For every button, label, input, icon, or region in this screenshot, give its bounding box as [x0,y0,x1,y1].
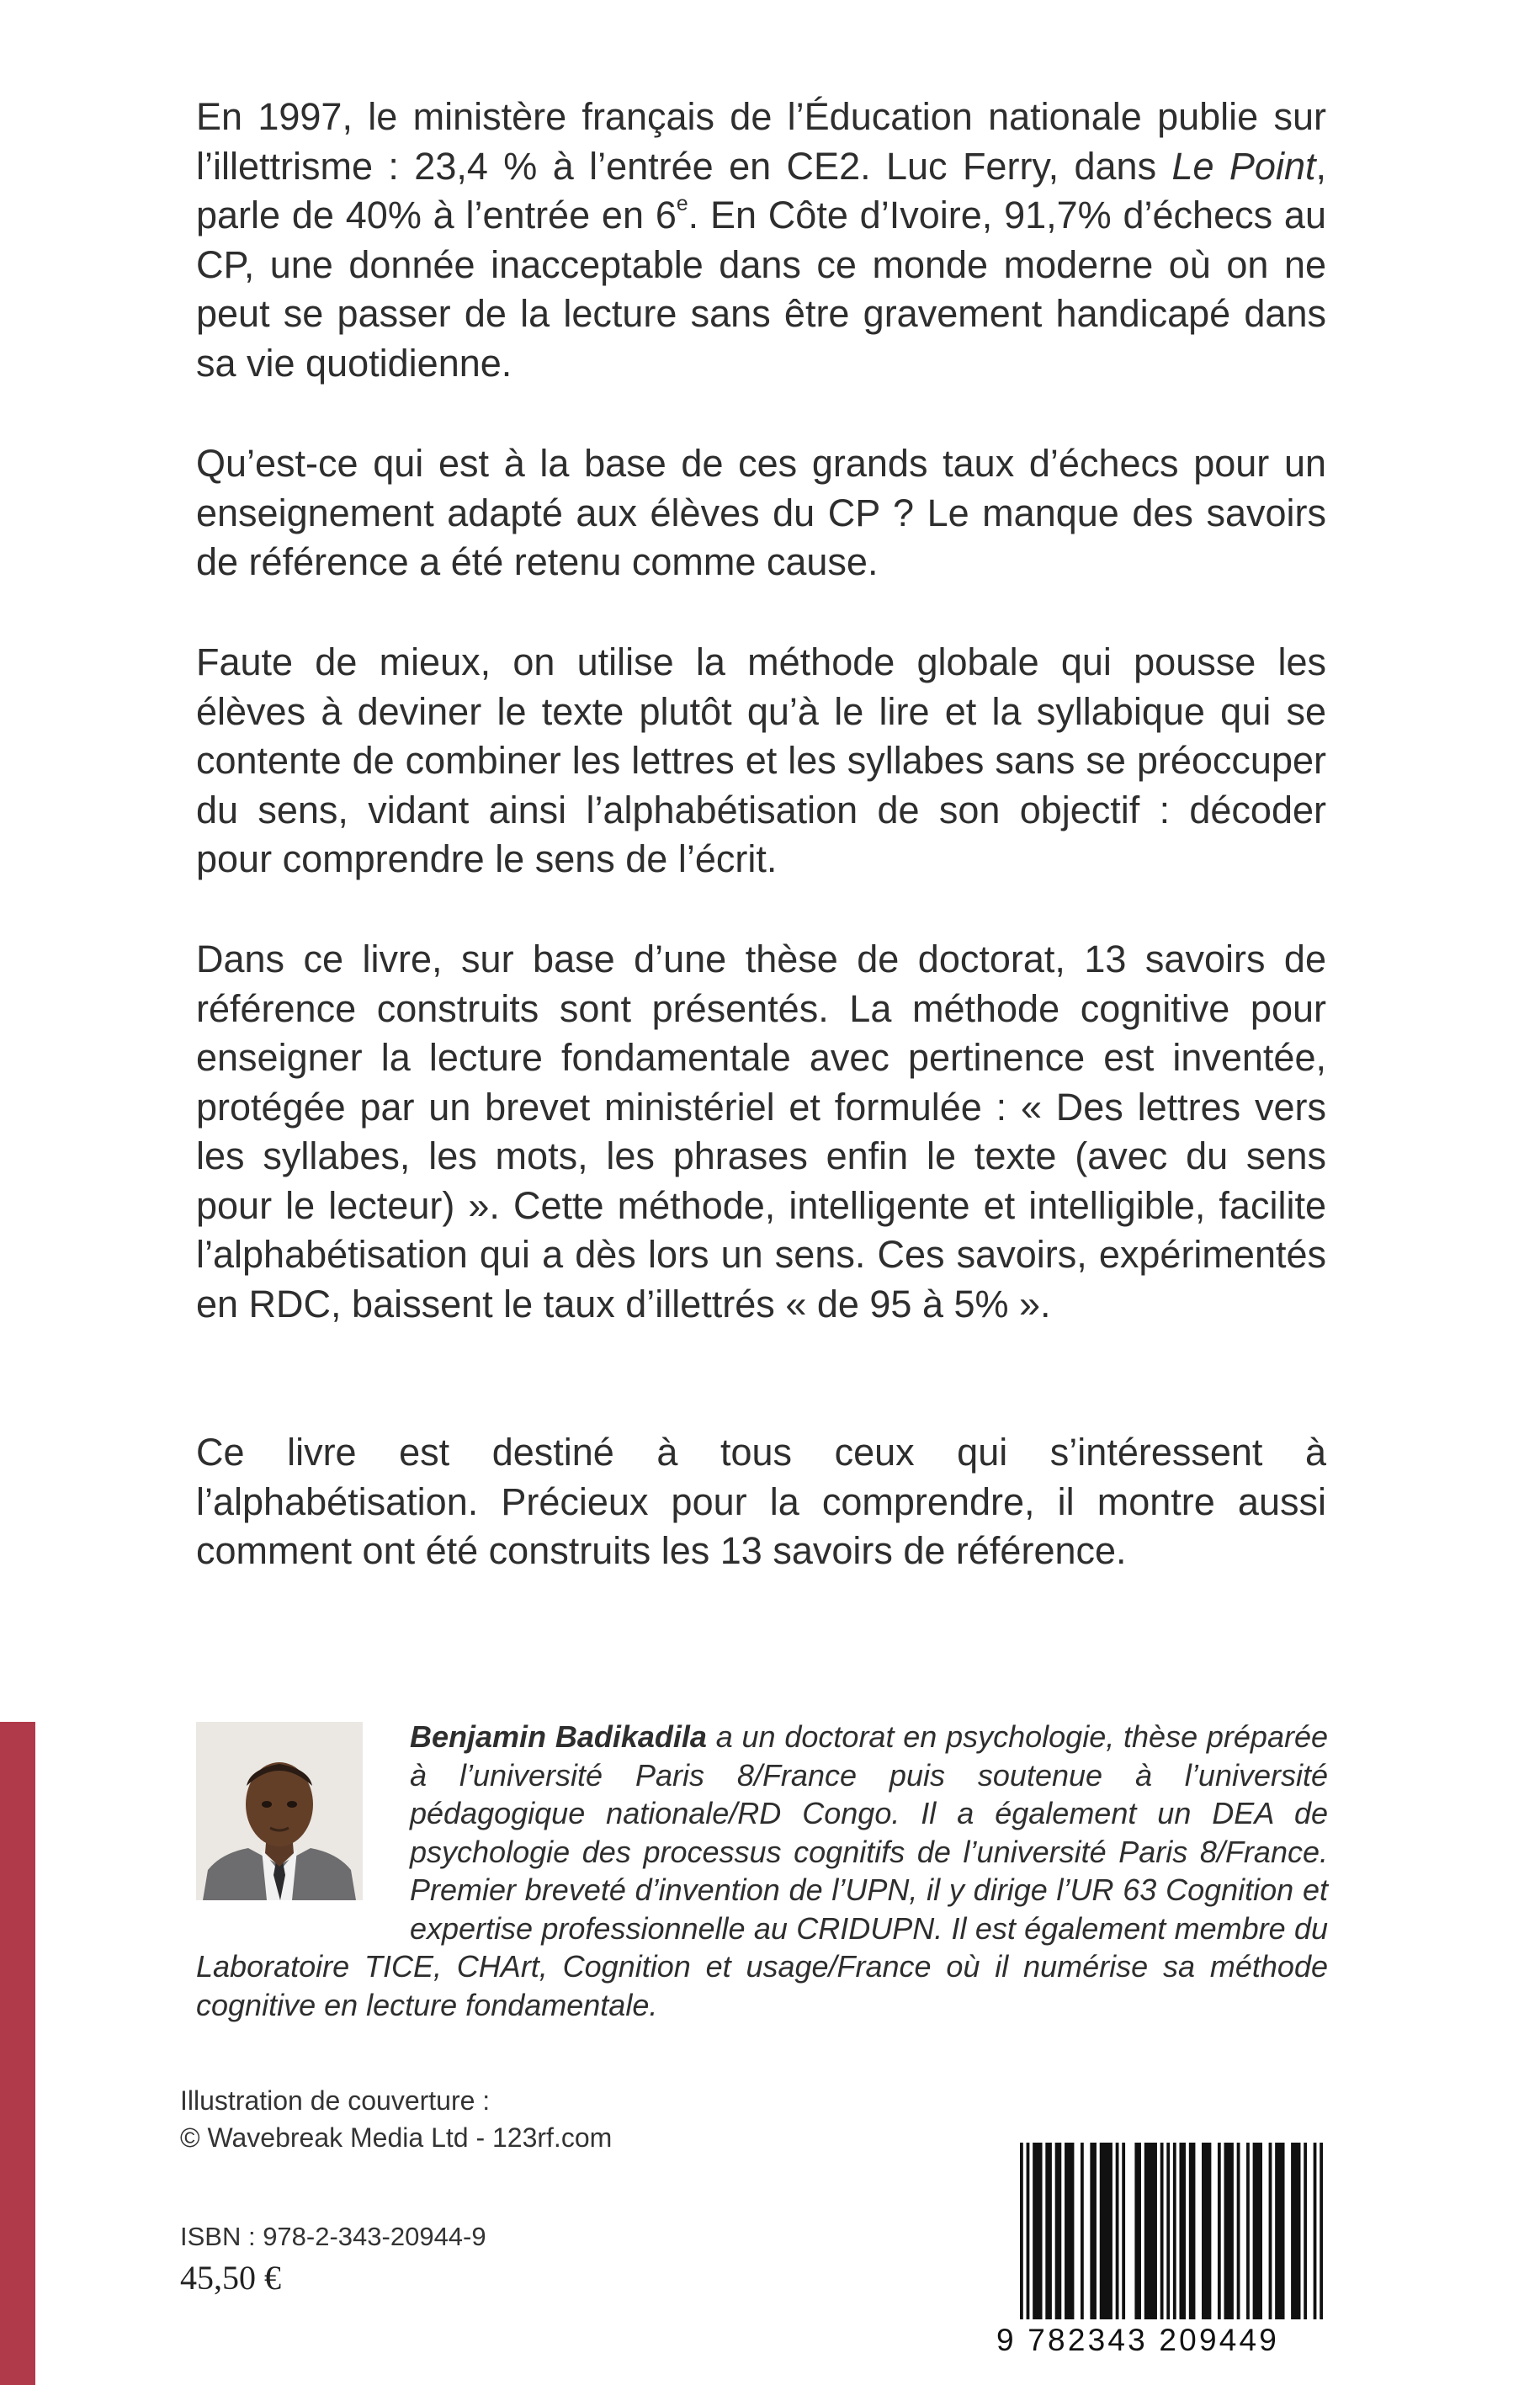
barcode-bar [1202,2143,1211,2319]
barcode-bar [1160,2143,1164,2319]
barcode-bar [1237,2143,1240,2319]
barcode-bar [1314,2143,1317,2319]
barcode-bar [1304,2143,1307,2319]
barcode-bar [1045,2143,1052,2319]
barcode-bar [1090,2143,1097,2319]
barcode-bar [1269,2143,1272,2319]
accent-side-bar [0,1722,35,2385]
barcode-bar [1081,2143,1084,2319]
barcode-bar [1144,2143,1157,2319]
illustration-source: © Wavebreak Media Ltd - 123rf.com [180,2122,613,2153]
barcode-bar [1275,2143,1284,2319]
summary-paragraph-3: Faute de mieux, on utilise la méthode globale qui pousse les élèves à deviner le texte plutôt qu’à le lire et la syllabique qui se contente de combiner les lettres et les syllabes sans se préoccuper du sens, vidant ainsi l’alphabétisation de son objectif : décoder pour comprendre le sens de l’écrit. [196,640,1326,880]
barcode-bar [1253,2143,1262,2319]
summary-paragraph-2: Qu’est-ce qui est à la base de ces grands taux d’échecs pour un enseignement adapté aux élèves du CP ? Le manque des savoirs de référence a été retenu comme cause. [196,442,1326,583]
barcode-digits: 9 782343 209449 [996,2323,1280,2357]
author-bio: Benjamin Badikadila a un doctorat en psychologie, thèse préparée à l’université Paris 8/France puis soutenue à l’université pédagogique nationale/RD Congo. Il a également un DEA de psychologie des processus cognitifs de l’université Paris 8/France. Premier breveté d’invention de l’UPN, il y dirige l’UR 63 Cognition et expertise professionnelle au CRIDUPN. Il est également membre du Laboratoire TICE, CHArt, Cognition et usage/France où il numérise sa méthode cognitive en lecture fondamentale. [196,1719,1328,2022]
barcode-bar [1173,2143,1176,2319]
barcode-bar [1020,2143,1023,2319]
barcode-bar [1100,2143,1113,2319]
barcode-bar [1033,2143,1042,2319]
barcode-bar [1320,2143,1323,2319]
barcode-bar [1116,2143,1119,2319]
summary-paragraph-4: Dans ce livre, sur base d’une thèse de doctorat, 13 savoirs de référence construits sont présentés. La méthode cognitive pour enseigner la lecture fondamentale avec pertinence est inventée, protégée par un brevet ministériel et formulée : « Des lettres vers les syllabes, les mots, les phrases enfin le texte (avec du sens pour le lecteur) ». Cette méthode, intelligente et intelligible, facilite l’alphabétisation qui a dès lors un sens. Ces savoirs, expérimentés en RDC, baissent le taux d’illettrés « de 95 à 5% ». [196,938,1326,1325]
barcode-bar [1291,2143,1300,2319]
barcode-bar [1246,2143,1250,2319]
barcode-bar [1065,2143,1074,2319]
illustration-label: Illustration de couverture : [180,2085,491,2116]
summary-paragraph-1: En 1997, le ministère français de l’Éducation nationale publie sur l’illettrisme : 23,4 % à l’entrée en CE2. Luc Ferry, dans Le Point, parle de 40% à l’entrée en 6e. En Côte d’Ivoire, 91,7% d’échecs au CP, une donnée inacceptable dans ce monde moderne où on ne peut se passer de la lecture sans être gravement handicapé dans sa vie quotidienne. [196,95,1327,385]
barcode-bar [1027,2143,1030,2319]
cover-credit [180,2082,612,2156]
magazine-title: Le Point [1171,144,1316,188]
barcode-bar [1122,2143,1125,2319]
barcode-bar [1134,2143,1141,2319]
barcode-icon [1020,2143,1323,2319]
barcode-bar [1224,2143,1234,2319]
barcode-bar [1055,2143,1062,2319]
isbn-text: ISBN : 978-2-343-20944-9 [180,2222,486,2251]
barcode-bar [1189,2143,1196,2319]
price-text: 45,50 € [180,2259,281,2297]
author-name: Benjamin Badikadila [410,1719,707,1754]
barcode-bar [1179,2143,1186,2319]
barcode [1020,2143,1323,2319]
barcode-bar [1218,2143,1221,2319]
summary-paragraph-5: Ce livre est destiné à tous ceux qui s’intéressent à l’alphabétisation. Précieux pour la comprendre, il montre aussi comment ont été construits les 13 savoirs de référence. [196,1431,1326,1572]
barcode-bar [1166,2143,1170,2319]
